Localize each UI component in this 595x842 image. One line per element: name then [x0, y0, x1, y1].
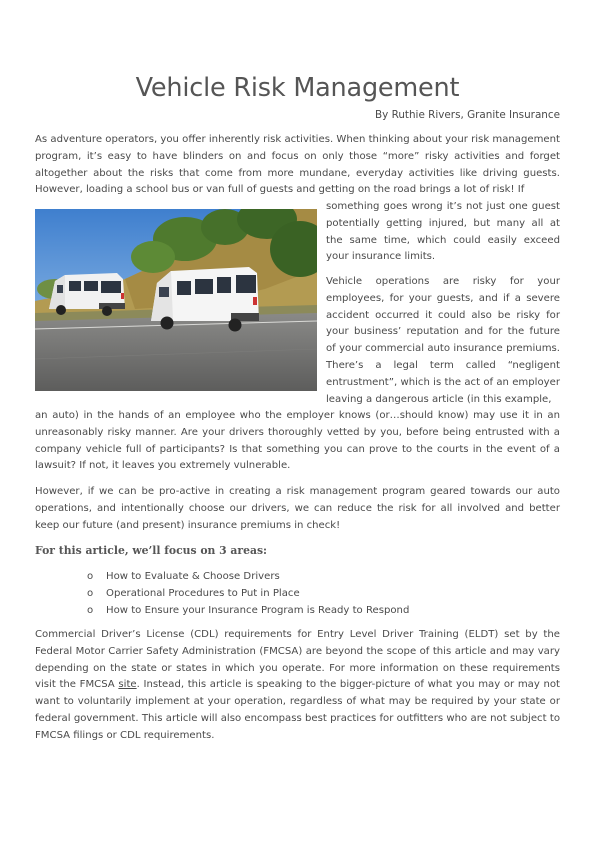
list-item	[87, 602, 409, 619]
proactive-paragraph: However, if we can be pro-active in creating a risk management program geared towards our auto operations, and intentionally choose our drivers, we can reduce the risk for all involved and better keep our future (and present) insurance premiums in check!	[35, 486, 560, 531]
focus-areas-list	[87, 568, 409, 619]
article-byline: By Ruthie Rivers, Granite Insurance	[374, 109, 560, 121]
cdl-requirements-paragraph	[35, 627, 560, 745]
list-item-label: Operational Procedures to Put in Place	[106, 588, 300, 599]
cdl-text-before-link: Commercial Driver’s License (CDL) requirements for Entry Level Driver Training (ELDT) set by the Federal Motor Carrier Safety Administration (FMCSA) are beyond the scope of this article and may vary depending on the state or states in which you operate. For more information on these requirements visit the FMCSA	[35, 629, 560, 691]
list-item	[87, 568, 409, 585]
list-item	[87, 585, 409, 602]
negligent-entrustment-paragraph-continued: an auto) in the hands of an employee who the employer knows (or…should know) may use it in an unreasonably risky manner. Are your drivers thoroughly vetted by you, before being entrusted with a company vehicle full of participants? Is that something you can prove to the courts in the event of a lawsuit? If not, it leaves you extremely vulnerable.	[35, 410, 560, 472]
fmcsa-site-link[interactable]: site	[118, 679, 137, 691]
bullet-icon: o	[87, 605, 94, 616]
focus-areas-heading: For this article, we’ll focus on 3 areas:	[35, 544, 268, 557]
cdl-text-after-link: . Instead, this article is speaking to the bigger-picture of what you may or may not want to voluntarily implement at your operation, regardless of what may be required by your state or federal government. This article will also encompass best practices for outfitters who are not subject to FMCSA filings or CDL requirements.	[35, 679, 560, 741]
vans-photo	[35, 209, 317, 391]
intro-paragraph-continued: something goes wrong it’s not just one guest potentially getting injured, but many all at the same time, which could easily exceed your insurance limits.	[326, 201, 560, 263]
list-item-label: How to Ensure your Insurance Program is Ready to Respond	[106, 605, 410, 616]
intro-paragraph: As adventure operators, you offer inherently risk activities. When thinking about your risk management program, it’s easy to have blinders on and focus on only those “more” risky activities and forget altogether about the risks that come from more mundane, everyday activities like driving guests. However, loading a school bus or van full of guests and getting on the road brings a lot of risk! If	[35, 134, 560, 196]
bullet-icon: o	[87, 588, 94, 599]
negligent-entrustment-paragraph: Vehicle operations are risky for your employees, for your guests, and if a severe accident occurred it could also be risky for your business’ reputation and for the future of your commercial auto insurance premiums. There’s a legal term called “negligent entrustment”, which is the act of an employer leaving a dangerous article (in this example,	[326, 276, 560, 405]
list-item-label: How to Evaluate & Choose Drivers	[106, 571, 280, 582]
bullet-icon: o	[87, 571, 94, 582]
article-title: Vehicle Risk Management	[135, 73, 460, 103]
